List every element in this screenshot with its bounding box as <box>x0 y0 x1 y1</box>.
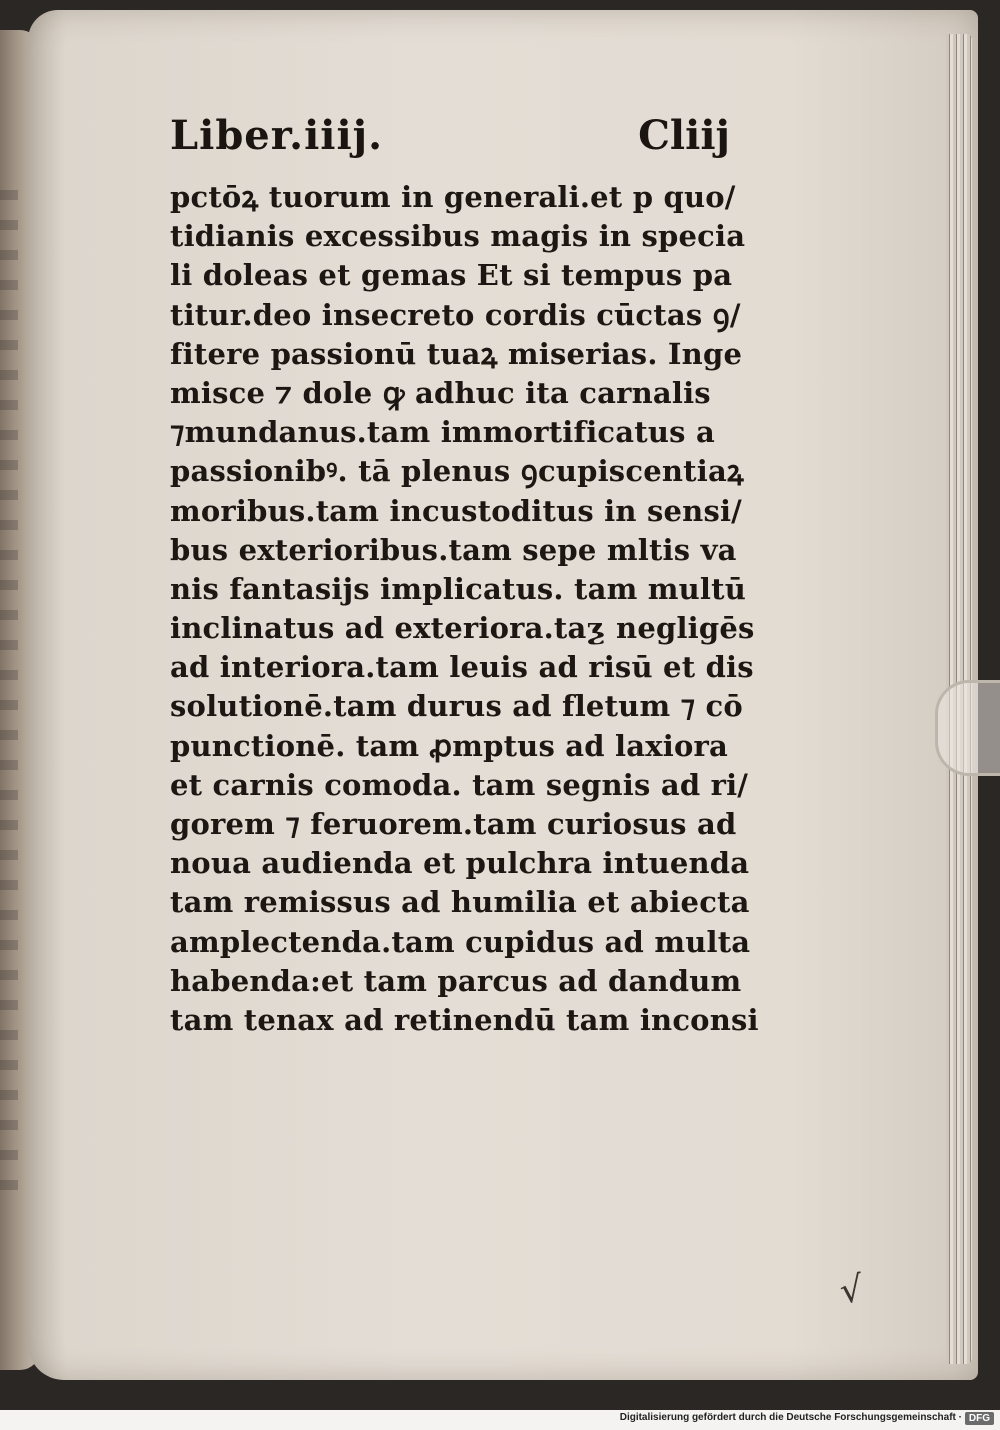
text-line: misce ⁊ dole ꝙ adhuc ita carnalis <box>170 375 711 410</box>
text-line: noua audienda et pulchra intuenda <box>170 846 750 881</box>
text-line: tidianis excessibus magis in specia <box>170 219 746 254</box>
text-block <box>170 178 759 1040</box>
text-line: nis fantasijs implicatus. tam multū <box>170 571 747 606</box>
text-line: li doleas et gemas Et si tempus pa <box>170 258 733 293</box>
text-line: tam remissus ad humilia et abiecta <box>170 885 750 920</box>
text-line: fitere passionū tuaꝝ miserias. Inge <box>170 336 743 371</box>
running-header <box>150 112 730 172</box>
text-line: habenda:et tam parcus ad dandum <box>170 963 742 998</box>
text-line: punctionē. tam ꝓmptus ad laxiora <box>170 728 728 763</box>
text-line: pctōꝝ tuorum in generali.et p quo/ <box>170 180 736 214</box>
funding-credit: Digitalisierung gefördert durch die Deutsche Forschungsgemeinschaft · <box>619 1412 962 1423</box>
text-line: titur.deo insecreto cordis cūctas ꝯ/ <box>170 297 741 332</box>
facing-page-text <box>0 190 18 1190</box>
pencil-check-mark: √ <box>837 1268 866 1313</box>
text-line: et carnis comoda. tam segnis ad ri/ <box>170 767 749 802</box>
folio-number: Cliij <box>638 112 730 159</box>
text-line: solutionē.tam durus ad fletum ⁊ cō <box>170 689 743 724</box>
text-line: amplectenda.tam cupidus ad multa <box>170 924 751 959</box>
text-line: ⁊mundanus.tam immortificatus a <box>170 415 715 450</box>
text-line: ad interiora.tam leuis ad risū et dis <box>170 650 754 685</box>
text-line: inclinatus ad exteriora.taƺ negligēs <box>170 611 755 646</box>
page-clip <box>935 680 1000 776</box>
book-title: Liber.iiij. <box>170 112 384 159</box>
footer-bar <box>0 1410 1000 1430</box>
text-line: passionibꝰ. tā plenus ꝯcupiscentiaꝝ <box>170 454 744 489</box>
dfg-logo: DFG <box>965 1412 994 1425</box>
text-line: tam tenax ad retinendū tam inconsi <box>170 1002 759 1037</box>
text-line: gorem ⁊ feruorem.tam curiosus ad <box>170 807 737 841</box>
text-line: moribus.tam incustoditus in sensi/ <box>170 493 742 528</box>
text-line: bus exterioribus.tam sepe mltis va <box>170 532 737 567</box>
